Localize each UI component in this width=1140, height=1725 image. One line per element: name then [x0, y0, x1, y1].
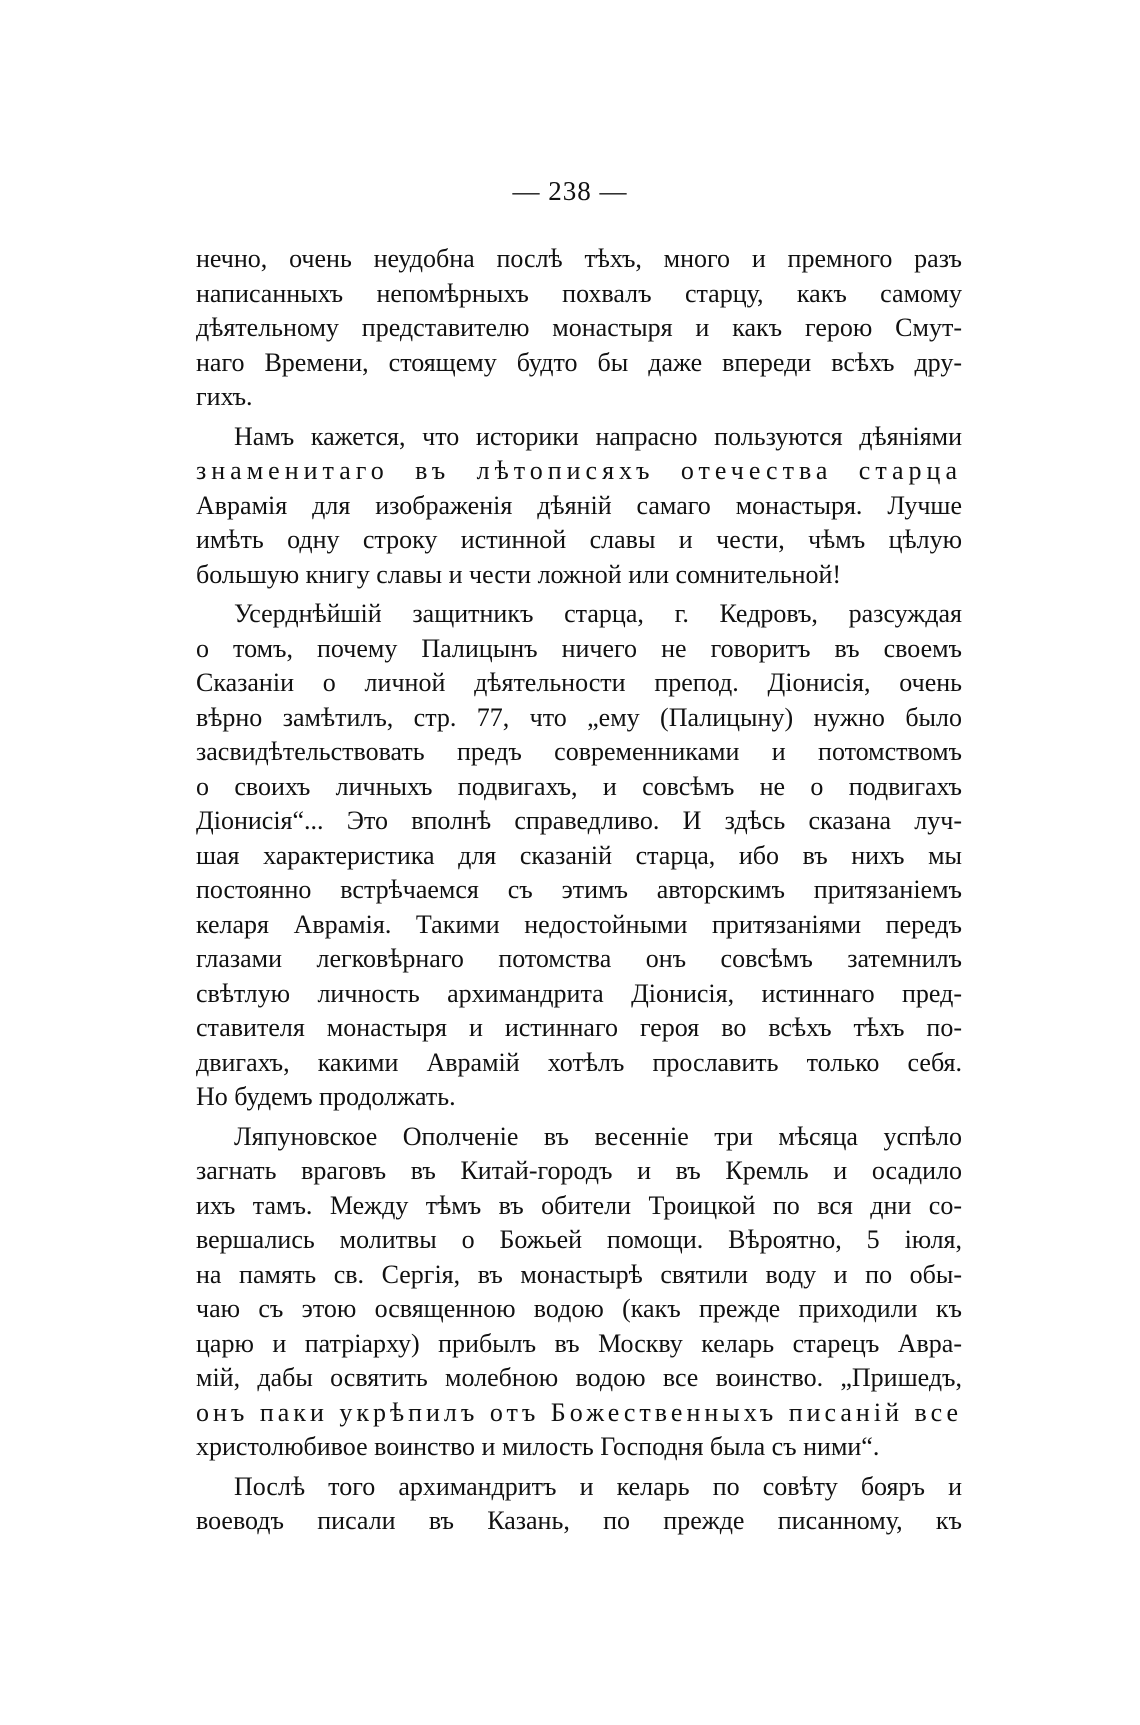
- text-line: Сказаніи о личной дѣятельности препод. Діонисія, очень: [196, 668, 962, 697]
- paragraph: [196, 1470, 962, 1539]
- text-line: загнать враговъ въ Китай-городъ и въ Кремль и осадило: [196, 1156, 962, 1185]
- text-line: наго Времени, стоящему будто бы даже впереди всѣхъ дру-: [196, 347, 962, 377]
- body-text: [196, 242, 962, 1539]
- text-line: постоянно встрѣчаемся съ этимъ авторскимъ притязаніемъ: [196, 875, 962, 904]
- text-line: гихъ.: [196, 382, 253, 411]
- text-line: большую книгу славы и чести ложной или сомнительной!: [196, 559, 842, 589]
- text-line: Ляпуновское Ополченіе въ весенніе три мѣсяца успѣло: [234, 1121, 962, 1151]
- paragraph: [196, 597, 962, 1115]
- text-line: Діонисія“... Это вполнѣ справедливо. И здѣсь сказана луч-: [196, 806, 962, 835]
- text-line: двигахъ, какими Аврамій хотѣлъ прославить только себя.: [196, 1047, 962, 1077]
- paragraph: [196, 1120, 962, 1465]
- text-line: царю и патріарху) прибылъ въ Москву келарь старецъ Авра-: [196, 1328, 962, 1358]
- text-line: глазами легковѣрнаго потомства онъ совсѣмъ затемнилъ: [196, 944, 962, 973]
- text-line: воеводъ писали въ Казань, по прежде писанному, къ: [196, 1506, 962, 1535]
- text-line: вершались молитвы о Божьей помощи. Вѣроятно, 5 іюля,: [196, 1225, 962, 1254]
- text-line: ставителя монастыря и истиннаго героя во всѣхъ тѣхъ по-: [196, 1013, 962, 1042]
- text-line: знаменитаго въ лѣтописяхъ отечества старца: [196, 456, 962, 485]
- text-line: келаря Аврамія. Такими недостойными притязаніями передъ: [196, 909, 962, 939]
- text-line: онъ паки укрѣпилъ отъ Божественныхъ писаній все: [196, 1397, 962, 1427]
- text-line: имѣть одну строку истинной славы и чести, чѣмъ цѣлую: [196, 525, 962, 554]
- paragraph: [196, 420, 962, 593]
- text-line: нечно, очень неудобна послѣ тѣхъ, много и премного разъ: [196, 244, 962, 273]
- text-line: христолюбивое воинство и милость Господня была съ ними“.: [196, 1432, 880, 1461]
- text-line: о томъ, почему Палицынъ ничего не говоритъ въ своемъ: [196, 633, 962, 663]
- text-line: о своихъ личныхъ подвигахъ, и совсѣмъ не о подвигахъ: [196, 771, 962, 801]
- text-line: шая характеристика для сказаній старца, ибо въ нихъ мы: [196, 840, 962, 870]
- text-line: Намъ кажется, что историки напрасно пользуются дѣяніями: [234, 421, 962, 451]
- text-line: Аврамія для изображенія дѣяній самаго монастыря. Лучше: [196, 490, 962, 520]
- text-line: засвидѣтельствовать предъ современниками и потомствомъ: [196, 737, 962, 766]
- text-line: написанныхъ непомѣрныхъ похвалъ старцу, какъ самому: [196, 278, 962, 308]
- text-line: Послѣ того архимандритъ и келарь по совѣту бояръ и: [234, 1471, 962, 1501]
- text-line: Но будемъ продолжать.: [196, 1082, 456, 1111]
- text-line: вѣрно замѣтилъ, стр. 77, что „ему (Палицыну) нужно было: [196, 702, 962, 732]
- text-line: на память св. Сергія, въ монастырѣ святили воду и по обы-: [196, 1259, 962, 1289]
- text-line: свѣтлую личность архимандрита Діонисія, истиннаго пред-: [196, 978, 962, 1008]
- text-line: ихъ тамъ. Между тѣмъ въ обители Троицкой по вся дни со-: [196, 1190, 962, 1220]
- text-line: чаю съ этою освященною водою (какъ прежде приходили къ: [196, 1294, 962, 1323]
- text-line: мій, дабы освятить молебною водою все воинство. „Пришедъ,: [196, 1363, 962, 1392]
- text-line: дѣятельному представителю монастыря и какъ герою Смут-: [196, 313, 962, 342]
- page-number: — 238 —: [512, 176, 628, 206]
- paragraph: [196, 242, 962, 415]
- text-line: Усерднѣйшій защитникъ старца, г. Кедровъ, разсуждая: [234, 599, 962, 628]
